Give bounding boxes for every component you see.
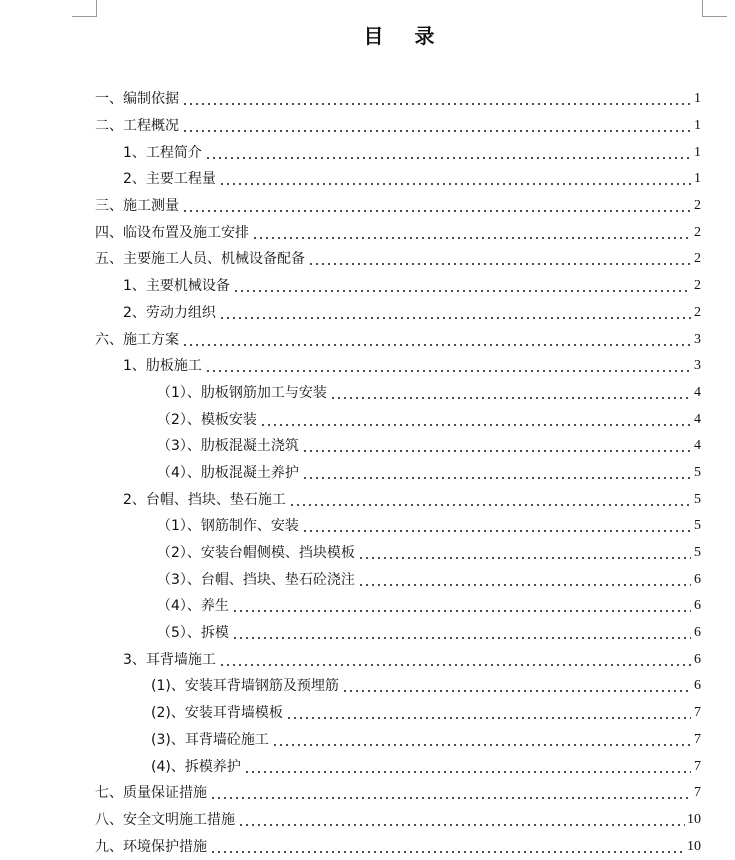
toc-entry-page-number: 5	[694, 491, 701, 507]
toc-entry-page-number: 3	[694, 331, 701, 347]
toc-entry-label: 1、主要机械设备	[123, 278, 230, 295]
toc-entry-page-number: 1	[694, 91, 701, 107]
toc-dot-leader	[286, 706, 691, 720]
toc-dot-leader	[182, 92, 691, 106]
toc-dot-leader	[182, 199, 691, 213]
toc-entry-label: 六、施工方案	[95, 331, 179, 348]
toc-entry-label: （3）、肋板混凝土浇筑	[157, 438, 299, 455]
toc-entry-label: (4)、拆模养护	[151, 758, 241, 775]
toc-entry-page-number: 6	[694, 598, 701, 614]
toc-dot-leader	[252, 226, 691, 240]
toc-entry-label: 2、劳动力组织	[123, 304, 216, 321]
toc-entry[interactable]	[95, 727, 701, 754]
toc-dot-leader	[205, 146, 691, 160]
toc-title: 目 录	[363, 24, 447, 48]
toc-entry-label: 2、主要工程量	[123, 171, 216, 188]
toc-dot-leader	[219, 306, 691, 320]
toc-entry-page-number: 6	[694, 651, 701, 667]
toc-entry[interactable]	[95, 113, 701, 140]
toc-entry-label: （1）、肋板钢筋加工与安装	[157, 384, 327, 401]
toc-entry-label: （4）、肋板混凝土养护	[157, 464, 299, 481]
toc-dot-leader	[260, 413, 691, 427]
toc-entry-page-number: 2	[694, 278, 701, 294]
toc-entry-label: (2)、安装耳背墙模板	[151, 705, 283, 722]
toc-entry[interactable]	[95, 753, 701, 780]
toc-dot-leader	[308, 252, 691, 266]
toc-dot-leader	[232, 626, 691, 640]
table-of-contents	[95, 86, 701, 860]
toc-entry-label: 一、编制依据	[95, 91, 179, 108]
toc-entry[interactable]	[95, 833, 701, 860]
toc-entry-label: （1）、钢筋制作、安装	[157, 518, 299, 535]
toc-entry-label: 九、环境保护措施	[95, 838, 207, 855]
toc-entry[interactable]	[95, 513, 701, 540]
toc-entry-page-number: 7	[694, 731, 701, 747]
toc-entry[interactable]	[95, 193, 701, 220]
toc-dot-leader	[244, 760, 691, 774]
toc-entry-label: （3）、台帽、挡块、垫石砼浇注	[157, 571, 355, 588]
toc-dot-leader	[205, 359, 691, 373]
toc-dot-leader	[342, 679, 691, 693]
toc-entry-label: 五、主要施工人员、机械设备配备	[95, 251, 305, 268]
toc-entry-page-number: 5	[694, 545, 701, 561]
toc-entry[interactable]	[95, 620, 701, 647]
toc-entry[interactable]	[95, 566, 701, 593]
toc-entry-label: 2、台帽、挡块、垫石施工	[123, 491, 286, 508]
toc-entry-page-number: 10	[687, 811, 701, 827]
toc-entry[interactable]	[95, 807, 701, 834]
toc-entry-page-number: 6	[694, 625, 701, 641]
toc-entry-page-number: 6	[694, 571, 701, 587]
toc-entry[interactable]	[95, 460, 701, 487]
toc-entry-label: （5）、拆模	[157, 625, 229, 642]
toc-dot-leader	[358, 573, 691, 587]
toc-entry[interactable]	[95, 353, 701, 380]
toc-entry-page-number: 2	[694, 251, 701, 267]
toc-entry[interactable]	[95, 139, 701, 166]
toc-entry[interactable]	[95, 646, 701, 673]
toc-entry-label: （2）、模板安装	[157, 411, 257, 428]
toc-entry[interactable]	[95, 780, 701, 807]
toc-entry-label: （2）、安装台帽侧模、挡块模板	[157, 545, 355, 562]
toc-entry-page-number: 4	[694, 384, 701, 400]
toc-dot-leader	[182, 119, 691, 133]
toc-entry-page-number: 3	[694, 358, 701, 374]
toc-entry[interactable]	[95, 326, 701, 353]
toc-entry[interactable]	[95, 300, 701, 327]
toc-entry[interactable]	[95, 246, 701, 273]
toc-entry[interactable]	[95, 540, 701, 567]
toc-entry[interactable]	[95, 219, 701, 246]
toc-dot-leader	[219, 172, 691, 186]
toc-entry-label: 八、安全文明施工措施	[95, 811, 235, 828]
toc-entry-label: 3、耳背墙施工	[123, 651, 216, 668]
toc-entry-page-number: 10	[687, 838, 701, 854]
toc-entry-page-number: 2	[694, 224, 701, 240]
toc-dot-leader	[330, 386, 691, 400]
toc-entry[interactable]	[95, 593, 701, 620]
page-corner-mark-top-left	[72, 0, 97, 17]
toc-dot-leader	[302, 466, 691, 480]
toc-entry-label: 二、工程概况	[95, 118, 179, 135]
toc-dot-leader	[219, 653, 691, 667]
toc-entry[interactable]	[95, 406, 701, 433]
toc-dot-leader	[233, 279, 691, 293]
toc-entry[interactable]	[95, 273, 701, 300]
toc-entry-page-number: 7	[694, 758, 701, 774]
toc-dot-leader	[182, 333, 691, 347]
toc-dot-leader	[210, 840, 685, 854]
toc-entry[interactable]	[95, 166, 701, 193]
toc-entry-page-number: 5	[694, 518, 701, 534]
toc-entry-page-number: 1	[694, 171, 701, 187]
toc-entry-page-number: 1	[694, 118, 701, 134]
toc-dot-leader	[358, 546, 691, 560]
toc-entry-label: 三、施工测量	[95, 198, 179, 215]
toc-entry-label: 1、工程简介	[123, 144, 202, 161]
toc-dot-leader	[232, 599, 691, 613]
toc-entry-label: （4）、养生	[157, 598, 229, 615]
toc-entry-label: 1、肋板施工	[123, 358, 202, 375]
toc-entry[interactable]	[95, 86, 701, 113]
toc-entry[interactable]	[95, 433, 701, 460]
toc-entry-page-number: 2	[694, 304, 701, 320]
toc-entry-page-number: 2	[694, 198, 701, 214]
toc-dot-leader	[272, 733, 691, 747]
toc-dot-leader	[302, 519, 691, 533]
toc-entry-label: 四、临设布置及施工安排	[95, 224, 249, 241]
toc-entry[interactable]	[95, 486, 701, 513]
toc-entry[interactable]	[95, 380, 701, 407]
toc-entry-page-number: 1	[694, 144, 701, 160]
toc-dot-leader	[302, 439, 691, 453]
toc-entry-label: (3)、耳背墙砼施工	[151, 731, 269, 748]
toc-entry[interactable]	[95, 700, 701, 727]
toc-dot-leader	[238, 813, 685, 827]
toc-entry-page-number: 7	[694, 705, 701, 721]
toc-entry-label: (1)、安装耳背墙钢筋及预埋筋	[151, 678, 339, 695]
toc-entry-page-number: 4	[694, 411, 701, 427]
toc-entry-page-number: 7	[694, 785, 701, 801]
toc-entry-page-number: 5	[694, 464, 701, 480]
toc-dot-leader	[289, 493, 691, 507]
page-corner-mark-top-right	[702, 0, 727, 17]
toc-entry[interactable]	[95, 673, 701, 700]
toc-entry-page-number: 4	[694, 438, 701, 454]
toc-entry-label: 七、质量保证措施	[95, 785, 207, 802]
toc-entry-page-number: 6	[694, 678, 701, 694]
toc-dot-leader	[210, 786, 691, 800]
